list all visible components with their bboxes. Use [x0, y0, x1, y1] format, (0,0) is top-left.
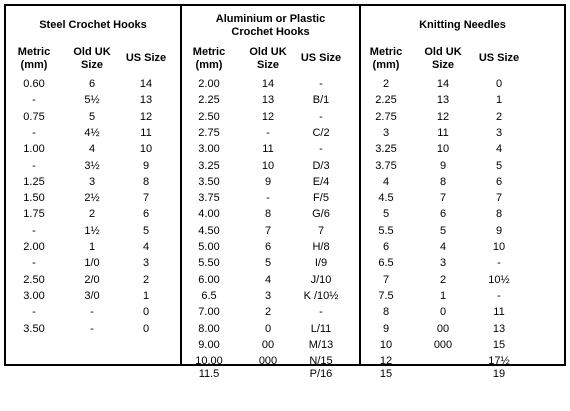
table-cell: I/9 [314, 257, 328, 270]
table-cell: 10 [139, 143, 153, 156]
table-cell: - [32, 257, 36, 270]
table-cell: 14 [261, 78, 275, 90]
table-cell: 1.00 [23, 143, 45, 156]
table-cell: 9 [142, 159, 150, 172]
table-cell: 10.00 11.5 [195, 355, 223, 381]
table-cell: N/15 P/16 [309, 355, 333, 381]
table-cell: 5.00 [198, 241, 220, 253]
table-cell: 1/0 [84, 257, 100, 270]
table-cell: 00 [261, 338, 275, 351]
table-cell: 2.25 [375, 94, 397, 107]
table-cell: 8 [439, 175, 447, 188]
table-cell: 5 [495, 159, 503, 172]
table-cell: D/3 [312, 159, 330, 172]
table-cell: 1 [495, 94, 503, 107]
table-cell: 10 [379, 338, 393, 351]
table-cell: 2.50 [23, 273, 45, 286]
table-cell: 17½ 19 [488, 355, 510, 381]
table-cell: 7 [317, 224, 325, 237]
table-cell: 12 15 [379, 355, 393, 381]
table-cell: 13 [436, 94, 450, 107]
table-cell: 4½ [84, 126, 100, 139]
table-cell: 3 [382, 126, 390, 139]
table-cell: F/5 [313, 192, 329, 205]
table-cell: 3 [439, 257, 447, 270]
column-header: Old UK Size [73, 46, 111, 71]
column-header: Metric (mm) [192, 46, 226, 71]
table-cell: 9.00 [198, 338, 220, 351]
table-cell: 3 [142, 257, 150, 270]
table-cell: 000 [258, 355, 278, 368]
table-cell: 6.5 [378, 257, 394, 270]
table-cell: 5.5 [378, 224, 394, 237]
table-cell: 3.25 [198, 159, 220, 172]
section-title: Aluminium or Plastic Crochet Hooks [215, 13, 326, 38]
table-cell: 6 [264, 241, 272, 253]
column-header: US Size [300, 52, 342, 64]
table-cell: 2 [264, 306, 272, 319]
column-header: Metric (mm) [369, 46, 403, 71]
table-cell: - [319, 306, 323, 319]
table-cell: 2.50 [198, 110, 220, 123]
table-cell: 11 [140, 126, 152, 139]
table-cell: - [319, 143, 323, 156]
table-cell: 2 [88, 208, 96, 221]
table-cell: 14 [139, 78, 153, 90]
table-cell: 8.00 [198, 322, 220, 335]
table-cell: 7 [142, 192, 150, 205]
table-cell: 6 [495, 175, 503, 188]
table-cell: 6.00 [198, 273, 220, 286]
table-cell: 1.25 [23, 175, 45, 188]
table-cell: - [497, 289, 501, 302]
table-cell: 2.25 [198, 94, 220, 107]
table-cell: - [90, 322, 94, 335]
table-cell: - [32, 94, 36, 107]
table-cell: B/1 [312, 94, 330, 107]
table-cell: 13 [261, 94, 275, 107]
table-cell: 3.25 [375, 143, 397, 156]
table-cell: - [497, 257, 501, 270]
table-cell: 12 [139, 110, 153, 123]
table-cell: 5.50 [198, 257, 220, 270]
table-cell: 12 [436, 110, 450, 123]
table-cell: 8 [142, 175, 150, 188]
table-cell: 7 [439, 192, 447, 205]
table-cell: 5 [142, 224, 150, 237]
table-cell: 00 [436, 322, 450, 335]
table-cell: 3.50 [198, 175, 220, 188]
table-cell: 8 [382, 306, 390, 319]
table-cell: 15 [492, 338, 506, 351]
table-cell: 2.75 [375, 110, 397, 123]
table-cell: 0 [264, 322, 272, 335]
table-cell: K /10½ [303, 289, 339, 302]
table-cell: 6 [382, 241, 390, 253]
table-cell: 3½ [84, 159, 100, 172]
table-cell: 1 [88, 241, 96, 253]
table-cell: 3/0 [84, 289, 100, 302]
table-cell: 3 [495, 126, 503, 139]
table-cell: 4 [439, 241, 447, 253]
table-cell: 5 [88, 110, 96, 123]
table-cell: - [266, 192, 270, 205]
table-cell: 13 [492, 322, 506, 335]
table-cell: 5 [264, 257, 272, 270]
table-cell: 2 [495, 110, 503, 123]
table-cell: 3.75 [375, 159, 397, 172]
table-cell: 4 [88, 143, 96, 156]
table-cell: 8 [495, 208, 503, 221]
table-cell: 6.5 [201, 289, 217, 302]
table-cell: 11 [493, 306, 505, 319]
table-cell: 0.60 [23, 78, 45, 90]
table-cell: 7 [495, 192, 503, 205]
table-cell: 2 [439, 273, 447, 286]
table-cell: 10 [492, 241, 506, 253]
table-cell: 6 [142, 208, 150, 221]
table-cell: 2.00 [23, 241, 45, 253]
table-cell: 6 [439, 208, 447, 221]
column-header: Metric (mm) [17, 46, 51, 71]
table-cell: - [319, 110, 323, 123]
table-cell: 10 [261, 159, 275, 172]
table-cell: 5½ [84, 94, 100, 107]
table-cell: 5 [382, 208, 390, 221]
table-cell: 2 [382, 78, 390, 90]
table-cell: - [32, 306, 36, 319]
table-cell: 1.75 [23, 208, 45, 221]
table-cell: 3 [264, 289, 272, 302]
table-cell: 7.00 [198, 306, 220, 319]
table-cell: 9 [439, 159, 447, 172]
table-cell: - [319, 78, 323, 90]
table-cell: 1 [142, 289, 150, 302]
table-cell: 4 [264, 273, 272, 286]
table-cell: 3 [88, 175, 96, 188]
table-cell: 2 [142, 273, 150, 286]
table-cell: 9 [382, 322, 390, 335]
table-cell: 0 [439, 306, 447, 319]
table-cell: G/6 [312, 208, 330, 221]
table-cell: 7.5 [378, 289, 394, 302]
table-cell: 0 [142, 322, 150, 335]
table-cell: 4 [495, 143, 503, 156]
table-cell: 1 [439, 289, 447, 302]
table-cell: 7 [382, 273, 390, 286]
table-cell: J/10 [310, 273, 332, 286]
table-cell: 0.75 [23, 110, 45, 123]
table-cell: M/13 [308, 338, 334, 351]
table-cell: 0 [495, 78, 503, 90]
table-cell: 12 [261, 110, 275, 123]
table-cell: 8 [264, 208, 272, 221]
column-header: Old UK Size [249, 46, 287, 71]
table-cell: 10½ [488, 273, 510, 286]
table-cell: 2.75 [198, 126, 220, 139]
table-cell: 2.00 [198, 78, 220, 90]
size-conversion-table [4, 4, 566, 381]
table-cell: - [90, 306, 94, 319]
table-cell: 7 [264, 224, 272, 237]
table-cell: 4.00 [198, 208, 220, 221]
table-cell: 1½ [84, 224, 100, 237]
table-cell: 13 [139, 94, 153, 107]
table-cell: 3.50 [23, 322, 45, 335]
table-cell: 4 [142, 241, 150, 253]
table-cell: 4.5 [378, 192, 394, 205]
table-cell: 000 [433, 338, 453, 351]
table-cell: - [266, 126, 270, 139]
table-cell: L/11 [310, 322, 332, 335]
table-cell: 9 [495, 224, 503, 237]
table-cell: 2½ [84, 192, 100, 205]
table-cell: 4.50 [198, 224, 220, 237]
table-cell: 3.75 [198, 192, 220, 205]
table-cell: 4 [382, 175, 390, 188]
table-cell: E/4 [312, 175, 330, 188]
table-cell: 10 [436, 143, 450, 156]
table-cell: C/2 [312, 126, 330, 139]
table-cell: 11 [262, 143, 274, 156]
table-cell: 2/0 [84, 273, 100, 286]
table-cell: 9 [264, 175, 272, 188]
column-header: Old UK Size [424, 46, 462, 71]
table-cell: H/8 [312, 241, 330, 253]
column-header: US Size [478, 52, 520, 64]
table-cell: 11 [437, 126, 449, 139]
table-cell: 3.00 [23, 289, 45, 302]
section-title: Knitting Needles [419, 19, 506, 31]
table-cell: 0 [142, 306, 150, 319]
table-cell: - [32, 126, 36, 139]
table-cell: 14 [436, 78, 450, 90]
column-header: US Size [125, 52, 167, 64]
table-cell: 3.00 [198, 143, 220, 156]
table-cell: - [32, 159, 36, 172]
table-cell: 1.50 [23, 192, 45, 205]
table-cell: - [32, 224, 36, 237]
section-title: Steel Crochet Hooks [39, 19, 147, 31]
table-cell: 6 [88, 78, 96, 90]
table-cell: 5 [439, 224, 447, 237]
